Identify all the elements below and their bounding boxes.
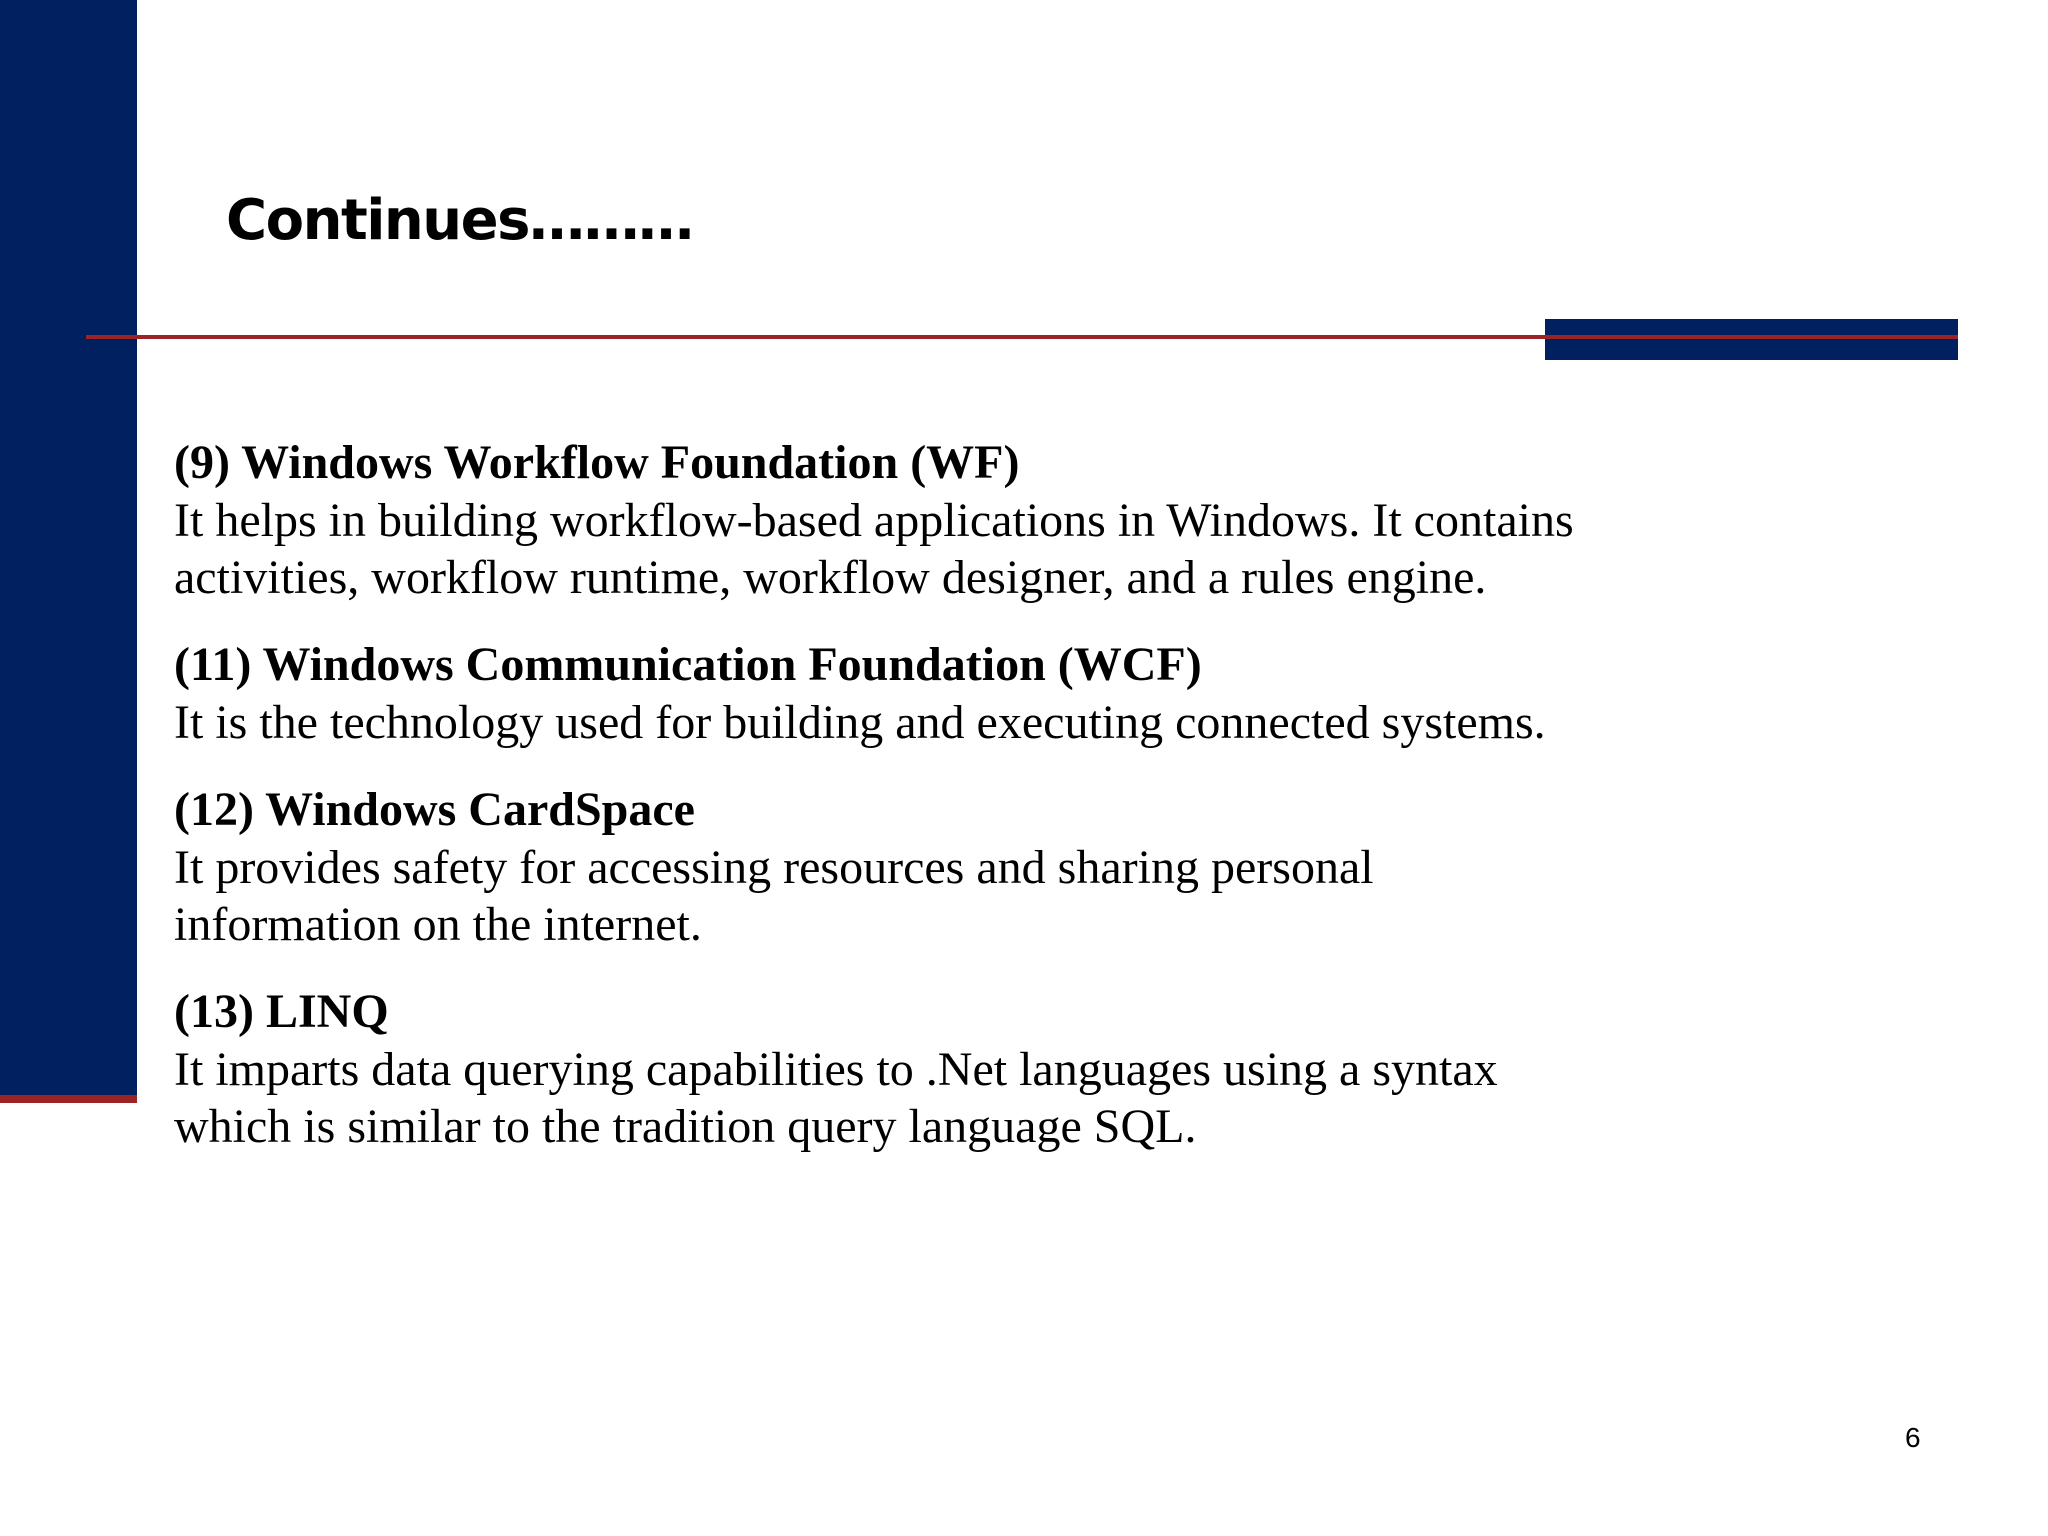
list-item	[174, 434, 1594, 606]
page-number: 6	[1905, 1422, 1921, 1453]
slide-content	[174, 434, 1594, 1185]
left-bar-red-accent	[0, 1095, 137, 1103]
list-item	[174, 781, 1594, 953]
item-heading: (9) Windows Workflow Foundation (WF)	[174, 436, 1020, 489]
item-body: It helps in building workflow-based applications in Windows. It contains activities, workflow runtime, workflow designer, and a rules engine.	[174, 494, 1574, 604]
slide-title: Continues………	[226, 188, 693, 253]
item-body: It is the technology used for building and executing connected systems.	[174, 696, 1546, 749]
title-divider-block-line	[1545, 335, 1958, 339]
item-heading: (12) Windows CardSpace	[174, 783, 695, 836]
title-divider-navy-block	[1545, 319, 1958, 360]
item-body: It imparts data querying capabilities to .Net languages using a syntax which is similar to the tradition query language SQL.	[174, 1043, 1498, 1153]
list-item	[174, 983, 1594, 1155]
left-navy-bar	[0, 0, 137, 1095]
item-body: It provides safety for accessing resources and sharing personal information on the internet.	[174, 841, 1374, 951]
list-item	[174, 636, 1594, 751]
item-heading: (13) LINQ	[174, 985, 389, 1038]
item-heading: (11) Windows Communication Foundation (WCF)	[174, 638, 1202, 691]
